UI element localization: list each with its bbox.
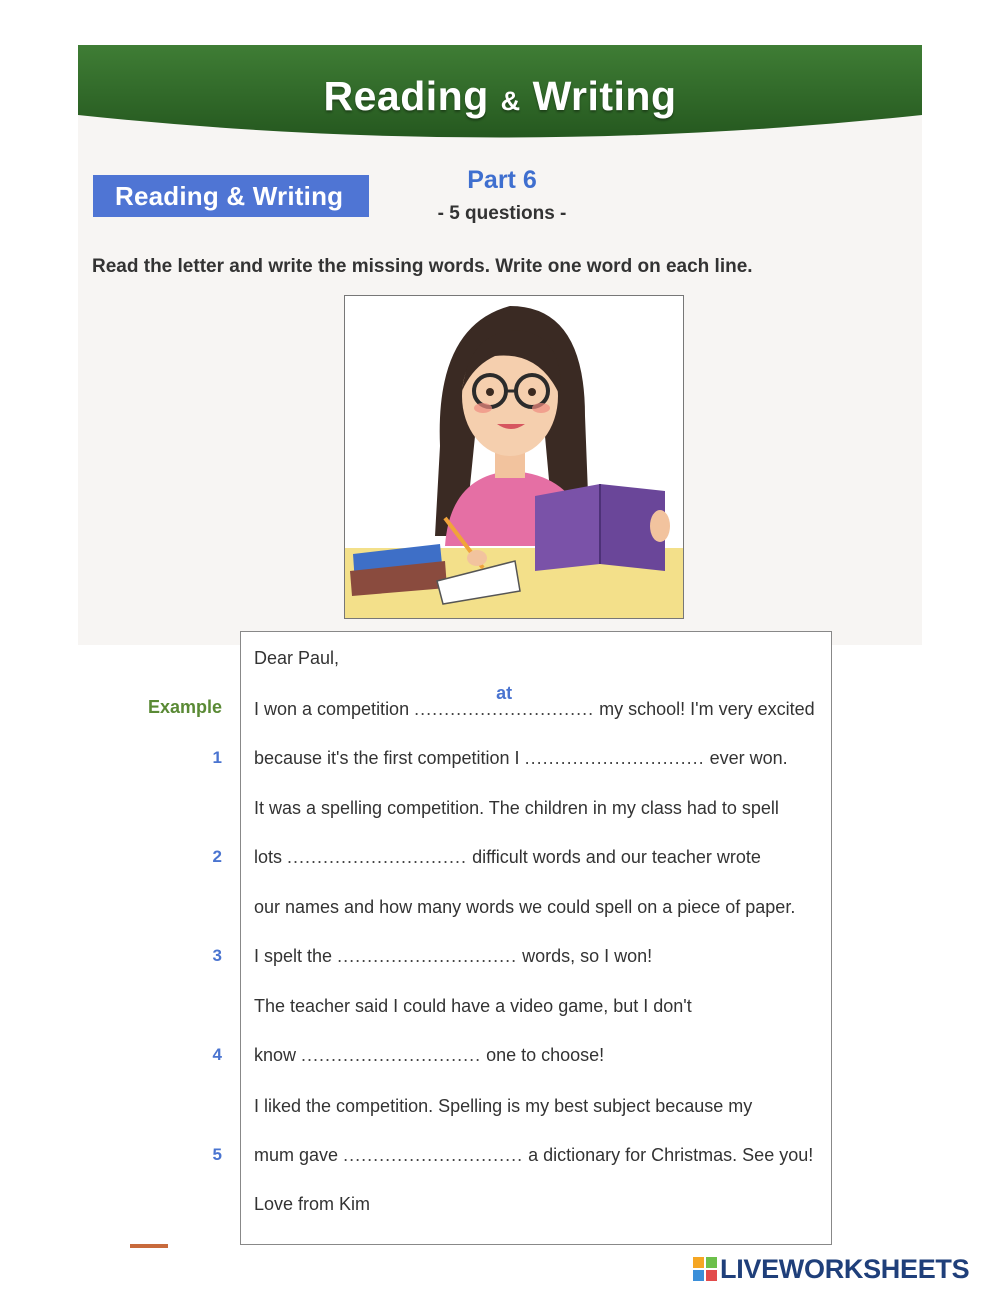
example-blank: .............................. [414,699,595,719]
banner-title-amp: & [500,86,521,116]
answer-blank-1[interactable]: .............................. [524,748,705,768]
letter-line-plain: I liked the competition. Spelling is my best subject because my [254,1096,753,1116]
letter-line-plain: It was a spelling competition. The children in my class had to spell [254,798,779,818]
line-text-after: difficult words and our teacher wrote [472,847,761,867]
liveworksheets-brand[interactable] [692,1254,969,1284]
question-number-4: 4 [212,1045,222,1064]
line-text-after: words, so I won! [522,946,653,966]
section-badge: Reading & Writing [93,175,369,217]
answer-blank-3[interactable]: .............................. [337,946,518,966]
letter-signoff: Love from Kim [254,1194,371,1214]
liveworksheets-logo-icon [692,1256,718,1282]
letter-line-2 [254,847,761,868]
line-text-before: know [254,1045,297,1065]
answer-blank-5[interactable]: .............................. [343,1145,524,1165]
question-number-3: 3 [212,946,222,965]
example-text-before: I won a competition [254,699,410,719]
letter-line-plain: The teacher said I could have a video game, but I don't [254,996,692,1016]
letter-line-1 [254,748,788,769]
line-text-before: I spelt the [254,946,333,966]
answer-blank-2[interactable]: .............................. [287,847,468,867]
example-label: Example [147,697,222,717]
letter-line-4 [254,1045,604,1066]
answer-blank-4[interactable]: .............................. [301,1045,482,1065]
page-corner-mark [130,1244,168,1248]
letter-line-5 [254,1145,813,1166]
letter-line-3 [254,946,652,967]
example-answer: at [496,683,513,703]
header-banner [78,45,922,143]
example-text-after: my school! I'm very excited [599,699,815,719]
line-text-before: lots [254,847,283,867]
question-number-1: 1 [212,748,222,767]
letter-line-plain: our names and how many words we could spell on a piece of paper. [254,897,796,917]
line-text-after: ever won. [709,748,788,768]
instruction-text: Read the letter and write the missing words. Write one word on each line. [92,256,753,277]
part-title: Part 6 [467,166,537,194]
question-number-5: 5 [212,1145,222,1164]
letter-greeting: Dear Paul, [254,648,340,668]
example-line [254,683,815,720]
banner-title [78,73,922,120]
line-text-after: a dictionary for Christmas. See you! [528,1145,814,1165]
girl-reading-illustration [345,296,684,619]
line-text-before: because it's the first competition I [254,748,520,768]
brand-name: LIVEWORKSHEETS [720,1253,970,1284]
line-text-before: mum gave [254,1145,339,1165]
question-number-2: 2 [212,847,222,866]
banner-title-left: Reading [323,73,489,119]
example-answer-slot [414,683,595,720]
banner-title-right: Writing [532,73,677,119]
part-subtitle: - 5 questions - [437,203,567,224]
illustration-girl-reading [344,295,684,619]
line-text-after: one to choose! [486,1045,605,1065]
